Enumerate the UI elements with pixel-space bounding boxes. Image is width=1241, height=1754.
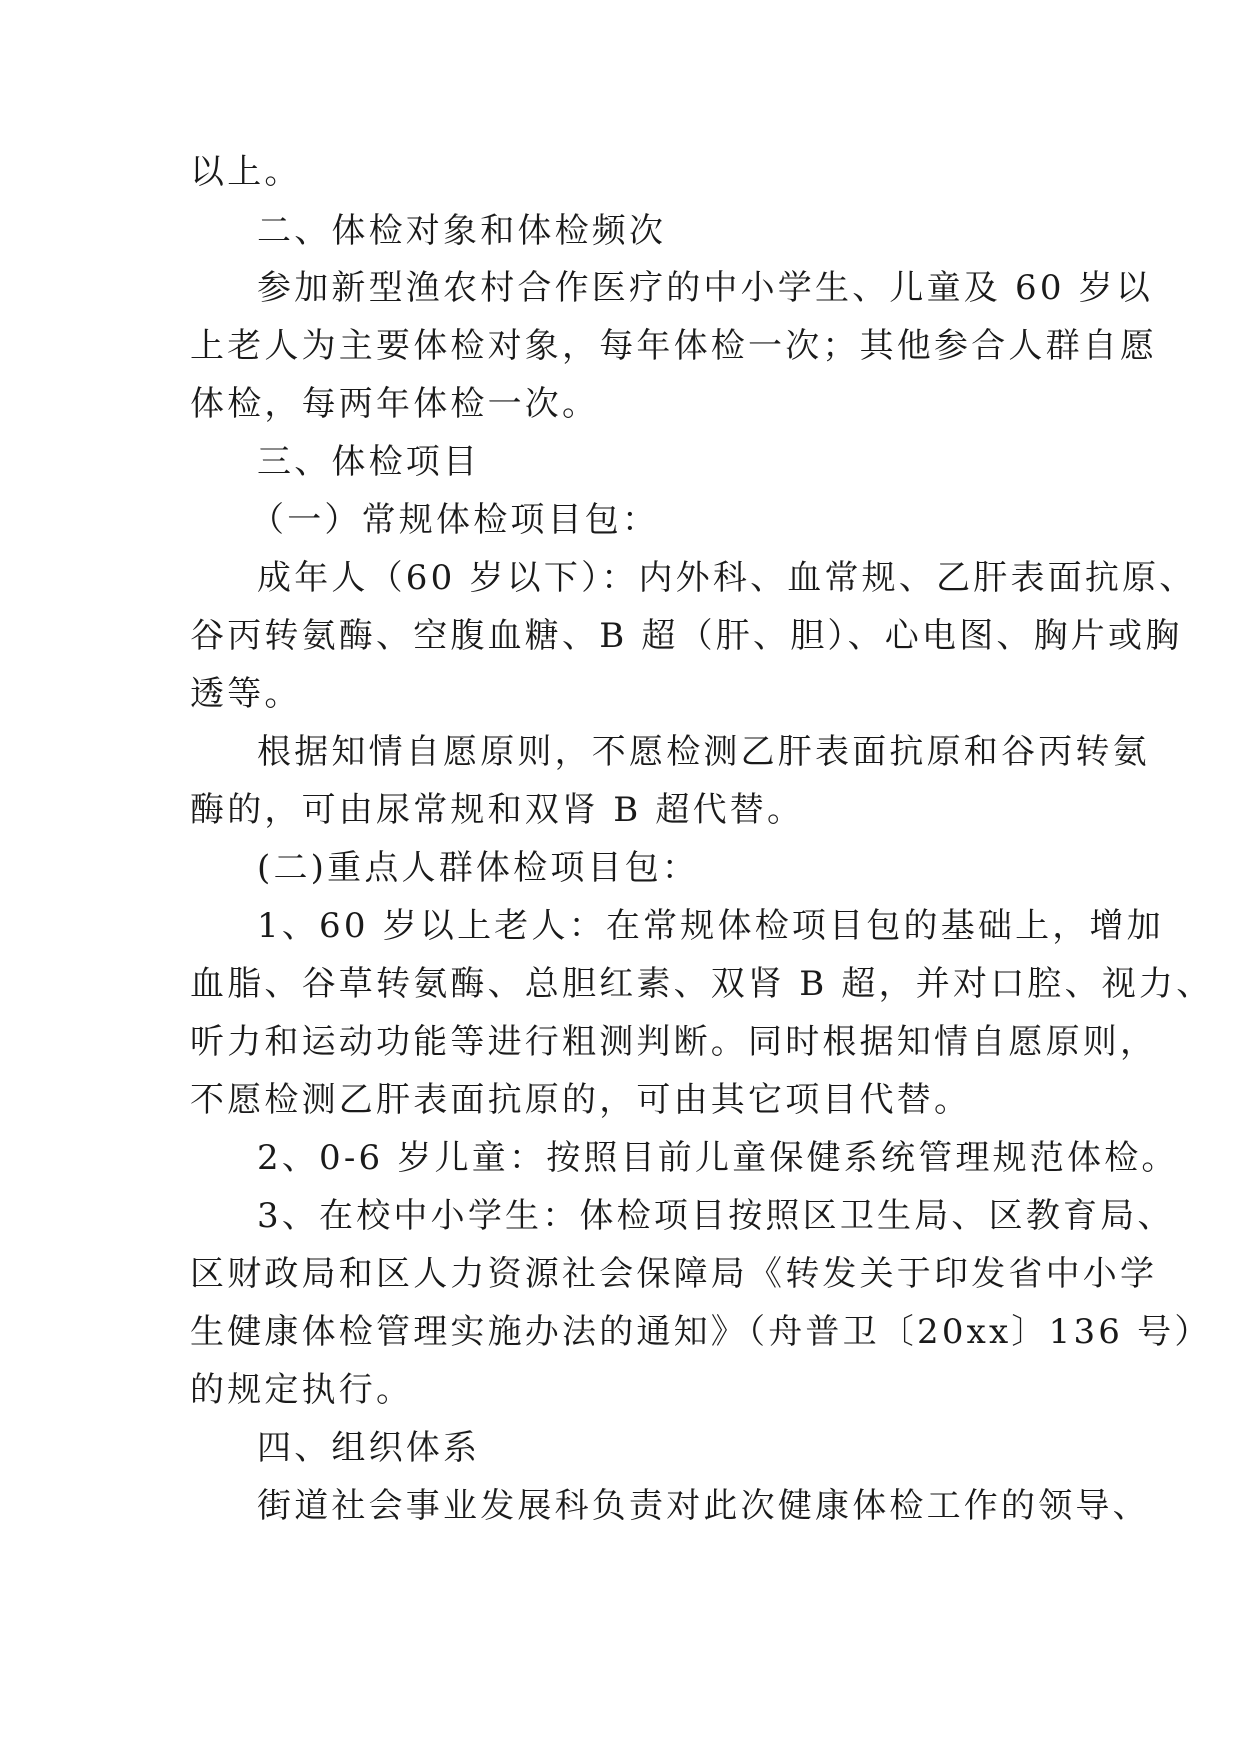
text-line: 谷丙转氨酶、空腹血糖、B 超（肝、胆）、心电图、胸片或胸 — [190, 616, 1183, 656]
subsection-heading: (二)重点人群体检项目包： — [257, 848, 700, 888]
text-line: 区财政局和区人力资源社会保障局《转发关于印发省中小学 — [190, 1254, 1158, 1294]
text-line: 上老人为主要体检对象，每年体检一次；其他参合人群自愿 — [190, 326, 1158, 366]
text-line: 以上。 — [190, 152, 302, 192]
section-heading: 三、体检项目 — [257, 442, 481, 482]
text-line: 街道社会事业发展科负责对此次健康体检工作的领导、 — [257, 1486, 1150, 1526]
text-line: 成年人（60 岁以下）：内外科、血常规、乙肝表面抗原、 — [257, 558, 1197, 598]
subsection-heading: （一）常规体检项目包： — [250, 500, 660, 540]
text-line: 不愿检测乙肝表面抗原的，可由其它项目代替。 — [190, 1080, 972, 1120]
text-line: 透等。 — [190, 674, 302, 714]
text-line: 根据知情自愿原则，不愿检测乙肝表面抗原和谷丙转氨 — [257, 732, 1150, 772]
text-line: 3、在校中小学生：体检项目按照区卫生局、区教育局、 — [257, 1196, 1175, 1236]
text-line: 听力和运动功能等进行粗测判断。同时根据知情自愿原则， — [190, 1022, 1158, 1062]
text-line: 参加新型渔农村合作医疗的中小学生、儿童及 60 岁以 — [257, 268, 1154, 308]
text-line: 2、0-6 岁儿童：按照目前儿童保健系统管理规范体检。 — [257, 1138, 1179, 1178]
text-line: 血脂、谷草转氨酶、总胆红素、双肾 B 超，并对口腔、视力、 — [190, 964, 1214, 1004]
text-line: 酶的，可由尿常规和双肾 B 超代替。 — [190, 790, 805, 830]
text-line: 生健康体检管理实施办法的通知》（舟普卫〔20xx〕136 号） — [190, 1312, 1212, 1352]
section-heading: 二、体检对象和体检频次 — [257, 211, 667, 251]
text-line: 体检，每两年体检一次。 — [190, 384, 600, 424]
text-line: 1、60 岁以上老人：在常规体检项目包的基础上，增加 — [257, 906, 1164, 946]
text-line: 的规定执行。 — [190, 1370, 414, 1410]
section-heading: 四、组织体系 — [257, 1428, 481, 1468]
